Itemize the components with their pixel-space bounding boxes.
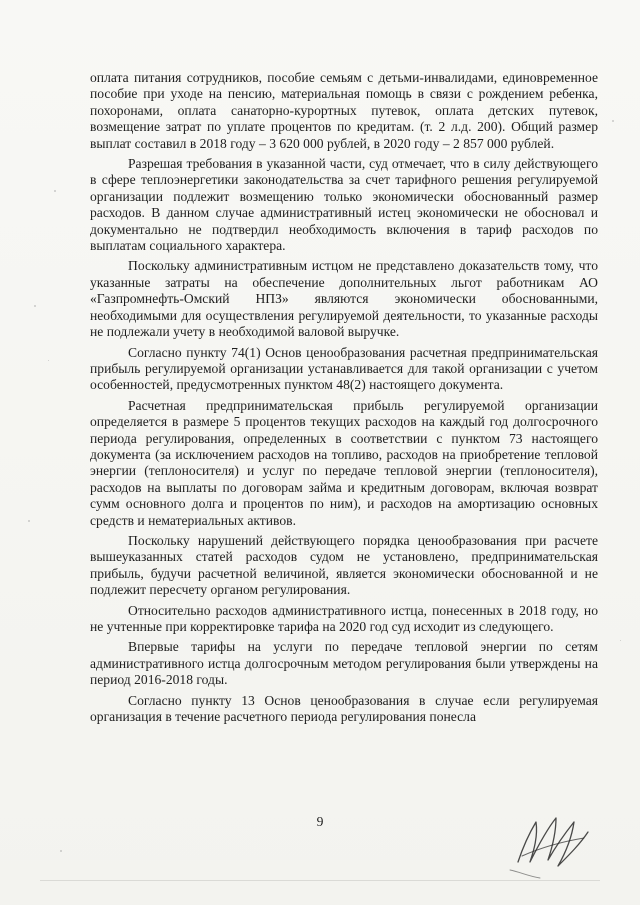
paragraph-2: Разрешая требования в указанной части, суд отмечает, что в силу действующего в сфере теплоэнергетики законодательства за счет тарифного решения регулируемой организации подлежит возмещению только экономически обоснованный размер расходов. В данном случае административный истец экономически не обосновал и документально не подтвердил необходимость включения в тариф расходов по выплатам социального характера. bbox=[90, 156, 598, 254]
paragraph-7: Относительно расходов административного истца, понесенных в 2018 году, но не учтенные при корректировке тарифа на 2020 год суд исходит из следующего. bbox=[90, 602, 598, 634]
scan-speck bbox=[620, 640, 621, 641]
paragraph-9: Согласно пункту 13 Основ ценообразования в случае если регулируемая организация в течение расчетного периода регулирования понесла bbox=[90, 692, 598, 725]
scan-edge-line bbox=[40, 880, 600, 881]
scan-speck bbox=[28, 520, 30, 522]
scan-speck bbox=[612, 120, 614, 122]
scan-speck bbox=[34, 305, 36, 307]
paragraph-4: Согласно пункту 74(1) Основ ценообразования расчетная предпринимательская прибыль регулируемой организации устанавливается для такой организации с учетом особенностей, предусмотренных пунктом 48(2) настоящего документа. bbox=[90, 344, 598, 393]
paragraph-5: Расчетная предпринимательская прибыль регулируемой организации определяется в размере 5 процентов текущих расходов на каждый год долгосрочного периода регулирования, определенных в соответствии с пунктом 73 настоящего документа (за исключением расходов на топливо, расходов на приобретение тепловой энергии (теплоносителя) и услуг по передаче тепловой энергии (теплоносителя), расходов на выплаты по договорам займа и кредитным договорам, включая возврат сумм основного долга и процентов по ним), и расходов на амортизацию основных средств и нематериальных активов. bbox=[90, 397, 598, 528]
paragraph-3: Поскольку административным истцом не представлено доказательств тому, что указанные затраты на обеспечение дополнительных льгот работникам АО «Газпромнефть-Омский НПЗ» являются экономически обоснованными, необходимыми для осуществления регулируемой деятельности, то указанные расходы не подлежали учету в необходимой валовой выручке. bbox=[90, 258, 598, 340]
scan-speck bbox=[54, 190, 56, 192]
handwritten-signature bbox=[500, 792, 600, 882]
paragraph-1: оплата питания сотрудников, пособие семьям с детьми-инвалидами, единовременное пособие при уходе на пенсию, материальная помощь в связи с рождением ребенка, похоронами, оплата санаторно-курортных путевок, оплата детских путевок, возмещение затрат по уплате процентов по кредитам. (т. 2 л.д. 200). Общий размер выплат составил в 2018 году – 3 620 000 рублей, в 2020 году – 2 857 000 рублей. bbox=[90, 70, 598, 151]
paragraph-6: Поскольку нарушений действующего порядка ценообразования при расчете вышеуказанных статей расходов судом не установлено, предпринимательская прибыль, будучи расчетной величиной, является экономически обоснованной и не подлежит пересчету органом регулирования. bbox=[90, 532, 598, 598]
paragraph-8: Впервые тарифы на услуги по передаче тепловой энергии по сетям административного истца долгосрочным методом регулирования были утверждены на период 2016-2018 годы. bbox=[90, 639, 598, 688]
scan-speck bbox=[60, 850, 62, 852]
page-number: 9 bbox=[316, 814, 324, 829]
document-body bbox=[90, 70, 598, 729]
scan-speck bbox=[48, 360, 49, 361]
